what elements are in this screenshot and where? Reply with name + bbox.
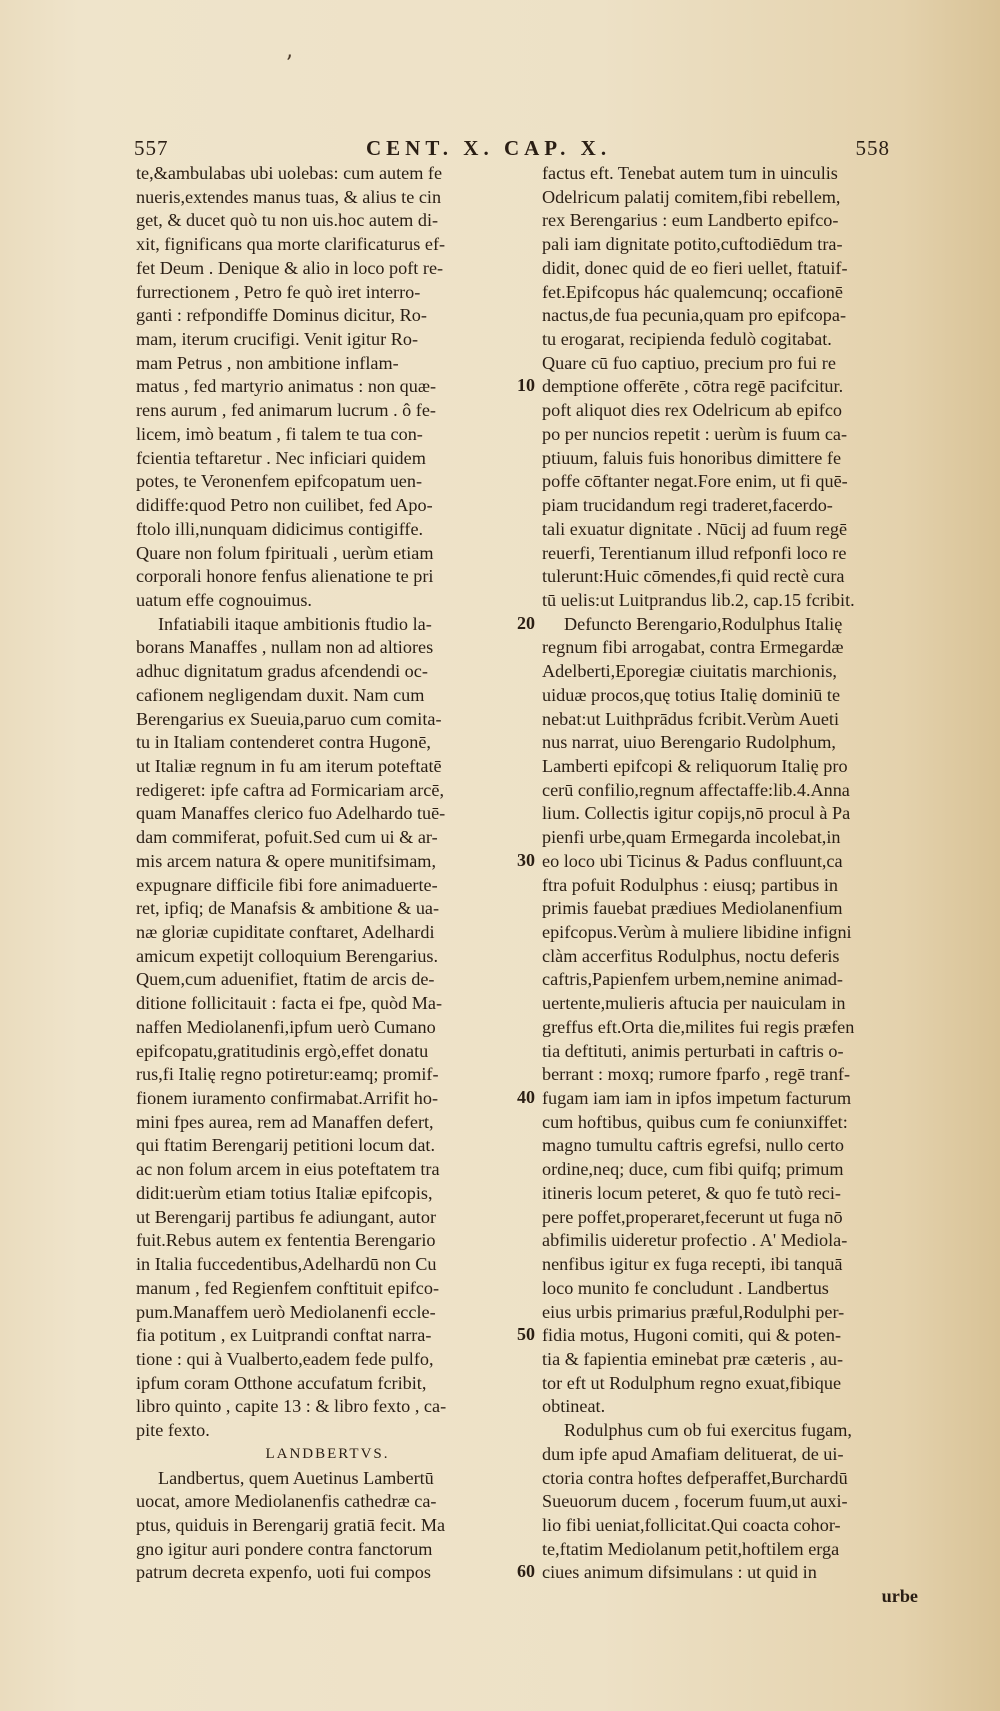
page-number-left: 557: [134, 136, 169, 160]
text-line: didit, donec quid de eo fieri uellet, ftatuif-: [542, 257, 848, 278]
line-number: 60: [517, 1561, 535, 1582]
text-line: eo loco ubi Ticinus & Padus confluunt,ca: [542, 850, 843, 871]
text-line: demptione offerēte , cōtra regē pacifcitur.: [542, 376, 844, 397]
text-line: ac non folum arcem in eius poteftatem tra: [136, 1159, 440, 1180]
running-title: CENT. X. CAP. X.: [366, 136, 612, 160]
text-line: mam Petrus , non ambitione inflam-: [136, 352, 399, 373]
text-line: pere poffet,properaret,fecerunt ut fuga nō: [542, 1206, 843, 1227]
text-line: poft aliquot dies rex Odelricum ab epifco: [542, 400, 842, 421]
text-line: tū uelis:ut Luitprandus lib.2, cap.15 fcribit.: [542, 589, 855, 610]
text-line: matus , fed martyrio animatus : non quæ-: [136, 376, 437, 397]
text-line: tor eft ut Rodulphum regno exuat,fibique: [542, 1372, 842, 1393]
text-line: tulerunt:Huic cōmendes,fi quid rectè cura: [542, 566, 845, 587]
line-number: 40: [517, 1087, 535, 1108]
text-line: piam trucidandum regi traderet,facerdo-: [542, 495, 833, 516]
running-header: [134, 136, 890, 164]
text-line: amicum expetijt colloquium Berengarius.: [136, 945, 439, 966]
text-line: nueris,extendes manus tuas, & alius te cin: [136, 186, 442, 207]
text-line: cerū confilio,regnum affectaffe:lib.4.Anna: [542, 779, 850, 800]
text-line: factus eft. Tenebat autem tum in uinculis: [542, 163, 838, 183]
text-line: corporali honore fenfus alienatione te pri: [136, 566, 434, 587]
text-line: magno tumultu caftris egrefsi, nullo certo: [542, 1135, 845, 1156]
text-line: manum , fed Regienfem conftituit epifco-: [136, 1277, 440, 1298]
text-line: mam, iterum crucifigi. Venit igitur Ro-: [136, 329, 419, 350]
text-line: tia deftituti, animis perturbati in caftris o-: [542, 1040, 844, 1061]
text-line: ptus, quiduis in Berengarij gratiā fecit. Ma: [136, 1514, 446, 1535]
text-line: mis arcem natura & opere munitifsimam,: [136, 850, 437, 871]
line-number: 20: [517, 612, 535, 633]
text-line: berrant : moxq; rumore fparfo , regē tranf-: [542, 1064, 851, 1085]
text-line: Quare cū fuo captiuo, precium pro fui re: [542, 352, 836, 373]
text-line: ut Italiæ regnum in fu am iterum poteftatē: [136, 755, 442, 776]
text-line: Adelberti,Eporegiæ ciuitatis marchionis,: [542, 661, 837, 682]
text-line: mini fpes aurea, rem ad Manaffen defert,: [136, 1111, 434, 1132]
text-line: tu in Italiam contenderet contra Hugonē,: [136, 732, 431, 753]
text-line: Quare non folum fpirituali , uerùm etiam: [136, 542, 434, 563]
text-line: tu erogarat, recipienda fedulò cogitabat.: [542, 329, 832, 350]
text-line: fia potitum , ex Luitprandi conftat narra-: [136, 1325, 432, 1346]
text-line: caftris,Papienfem urbem,nemine animad-: [542, 969, 843, 990]
text-line: fuit.Rebus autem ex fententia Berengario: [136, 1230, 436, 1251]
text-line: Berengarius ex Sueuia,paruo cum comita-: [136, 708, 442, 729]
line-number: 50: [517, 1324, 535, 1345]
text-line: regnum fibi arrogabat, contra Ermegardæ: [542, 637, 844, 658]
text-line: fugam iam iam in ipfos impetum facturum: [542, 1088, 852, 1109]
text-line: tione : qui à Vualberto,eadem fede pulfo,: [136, 1348, 434, 1369]
text-line: qui ftatim Berengarij petitioni locum dat.: [136, 1135, 436, 1156]
text-line: nebat:ut Luithprādus fcribit.Verùm Aueti: [542, 708, 839, 729]
text-line: furrectionem , Petro fe quò iret interro-: [136, 281, 421, 302]
text-line: ipfum coram Otthone accufatum fcribit,: [136, 1372, 427, 1393]
text-line: Quem,cum aduenifiet, ftatim de arcis de-: [136, 969, 435, 990]
text-line: uiduæ procos,quę totius Italię dominiū te: [542, 684, 841, 705]
text-line: get, & ducet quò tu non uis.hoc autem di-: [136, 210, 439, 231]
text-line: ganti : refpondiffe Dominus dicitur, Ro-: [136, 305, 427, 326]
text-line: tia & fapientia eminebat præ cæteris , au-: [542, 1348, 843, 1369]
text-line: næ gloriæ cupiditate conftaret, Adelhardi: [136, 922, 435, 942]
text-line: cafionem negligendam duxit. Nam cum: [136, 684, 425, 705]
text-line: itineris locum peteret, & quo fe tutò reci-: [542, 1182, 841, 1203]
text-line: Infatiabili itaque ambitionis ftudio la-: [158, 613, 432, 634]
text-line: epifcopus.Verùm à muliere libidine infigni: [542, 922, 852, 942]
text-line: adhuc dignitatum gradus afcendendi oc-: [136, 661, 428, 682]
text-line: fet Deum . Denique & alio in loco poft re-: [136, 257, 444, 278]
text-line: expugnare difficile fibi fore animaduerte-: [136, 874, 438, 895]
text-line: Rodulphus cum ob fui exercitus fugam,: [564, 1420, 852, 1441]
text-line: patrum decreta expenfo, uoti fui compos: [136, 1562, 431, 1583]
text-line: ret, ipfiq; de Manafsis & ambitione & ua-: [136, 898, 440, 919]
left-text-column: [136, 162, 519, 1585]
text-line: ftra pofuit Rodulphus : eiusq; partibus in: [542, 874, 839, 895]
text-line: dum ipfe apud Amafiam delituerat, de ui-: [542, 1443, 844, 1464]
text-line: ptiuum, faluis fuis honoribus dimittere fe: [542, 447, 842, 468]
text-line: redigeret: ipfe caftra ad Formicariam arcē,: [136, 779, 444, 800]
text-line: fionem iuramento confirmabat.Arrifit ho-: [136, 1088, 439, 1109]
line-number: 30: [517, 849, 535, 870]
stray-ink-mark: ʼ: [285, 52, 292, 77]
text-line: eius urbis primarius præful,Rodulphi per-: [542, 1301, 845, 1322]
line-number: 10: [517, 375, 535, 396]
text-line: po per nuncios repetit : uerùm is fuum ca-: [542, 423, 848, 444]
text-line: LANDBERTVS.: [265, 1445, 390, 1462]
text-line: rex Berengarius : eum Landberto epifco-: [542, 210, 839, 231]
page-number-right: 558: [855, 136, 890, 160]
text-line: obtineat.: [542, 1396, 606, 1417]
text-line: te,&ambulabas ubi uolebas: cum autem fe: [136, 163, 443, 183]
text-line: uatum effe cognouimus.: [136, 589, 312, 610]
text-line: ciues animum difsimulans : ut quid in: [542, 1562, 817, 1583]
text-line: pali iam dignitate potito,cuftodiēdum tra-: [542, 234, 843, 255]
text-line: Sueuorum ducem , focerum fuum,ut auxi-: [542, 1491, 848, 1512]
text-line: libro quinto , capite 13 : & libro fexto , ca-: [136, 1396, 447, 1417]
text-line: Landbertus, quem Auetinus Lambertū: [158, 1467, 434, 1488]
text-line: ordine,neq; duce, cum fibi quifq; primum: [542, 1159, 844, 1180]
text-line: potes, te Veronenfem epifcopatum uen-: [136, 471, 423, 492]
text-line: dam commiferat, pofuit.Sed cum ui & ar-: [136, 827, 438, 848]
text-line: lio fibi ueniat,follicitat.Qui coacta cohor-: [542, 1514, 841, 1535]
text-line: borans Manaffes , nullam non ad altiores: [136, 637, 434, 658]
text-line: naffen Mediolanenfi,ipfum uerò Cumano: [136, 1016, 436, 1037]
text-line: ftolo illi,nunquam didicimus contigiffe.: [136, 518, 424, 539]
text-line: reuerfi, Terentianum illud refponfi loco re: [542, 542, 847, 563]
text-line: tali exuatur dignitate . Nūcij ad fuum regē: [542, 518, 848, 539]
text-line: gno igitur auri pondere contra fanctorum: [136, 1538, 433, 1559]
text-line: rens aurum , fed animarum lucrum . ô fe-: [136, 400, 436, 421]
text-line: pienfi urbe,quam Ermegarda incolebat,in: [542, 827, 841, 848]
text-line: uocat, amore Mediolanenfis cathedræ ca-: [136, 1491, 437, 1512]
text-line: rus,fi Italię regno potiretur:eamq; promif-: [136, 1064, 439, 1085]
text-line: ut Berengarij partibus fe adiungant, autor: [136, 1206, 436, 1227]
text-line: fidia motus, Hugoni comiti, qui & poten-: [542, 1325, 842, 1346]
text-line: greffus eft.Orta die,milites fui regis præfen: [542, 1016, 855, 1037]
text-line: te,ftatim Mediolanum petit,hoftilem erga: [542, 1538, 840, 1559]
text-line: epifcopatu,gratitudinis ergò,effet donatu: [136, 1040, 429, 1061]
text-line: primis fauebat prædiues Mediolanenfium: [542, 898, 843, 919]
text-line: loco munito fe concludunt . Landbertus: [542, 1277, 829, 1298]
text-line: fet.Epifcopus hác qualemcunq; occafionē: [542, 281, 843, 302]
text-line: ditione follicitauit : facta ei fpe, quòd Ma-: [136, 993, 443, 1014]
text-line: quam Manaffes clerico fuo Adelhardo tuē-: [136, 803, 446, 824]
text-line: ctoria contra hoftes defperaffet,Burchardū: [542, 1467, 848, 1488]
text-line: fcientia teftaretur . Nec inficiari quidem: [136, 447, 426, 468]
text-line: didiffe:quod Petro non cuilibet, fed Apo-: [136, 495, 433, 516]
text-line: urbe: [881, 1586, 918, 1607]
text-line: in Italia fuccedentibus,Adelhardū non Cu: [136, 1254, 437, 1275]
text-line: uertente,mulieris aftucia per nauiculam in: [542, 993, 846, 1014]
text-line: nenfibus igitur ex fuga recepti, ibi tanquā: [542, 1254, 843, 1275]
text-line: nactus,de fua pecunia,quam pro epifcopa-: [542, 305, 847, 326]
text-line: Defuncto Berengario,Rodulphus Italię: [564, 613, 843, 634]
text-line: xit, fignificans qua morte clarificaturus ef-: [136, 234, 446, 255]
text-line: Odelricum palatij comitem,fibi rebellem,: [542, 186, 841, 207]
text-line: didit:uerùm etiam totius Italiæ epifcopis,: [136, 1182, 433, 1203]
text-line: licem, imò beatum , fi talem te tua con-: [136, 423, 423, 444]
text-line: pum.Manaffem uerò Mediolanenfi eccle-: [136, 1301, 436, 1322]
text-line: poffe cōftanter negat.Fore enim, ut fi quē-: [542, 471, 848, 492]
text-line: lium. Collectis igitur copijs,nō procul à Pa: [542, 803, 851, 824]
text-line: cum hoftibus, quibus cum fe coniunxiffet:: [542, 1111, 848, 1132]
right-text-column: [542, 162, 918, 1609]
text-line: Lamberti epifcopi & reliquorum Italię pro: [542, 755, 848, 776]
text-line: pite fexto.: [136, 1420, 210, 1441]
text-line: clàm accerfitus Rodulphus, noctu deferis: [542, 945, 840, 966]
text-line: nus narrat, uiuo Berengario Rudolphum,: [542, 732, 836, 753]
text-line: abfimilis uideretur profectio . A' Mediola-: [542, 1230, 848, 1251]
